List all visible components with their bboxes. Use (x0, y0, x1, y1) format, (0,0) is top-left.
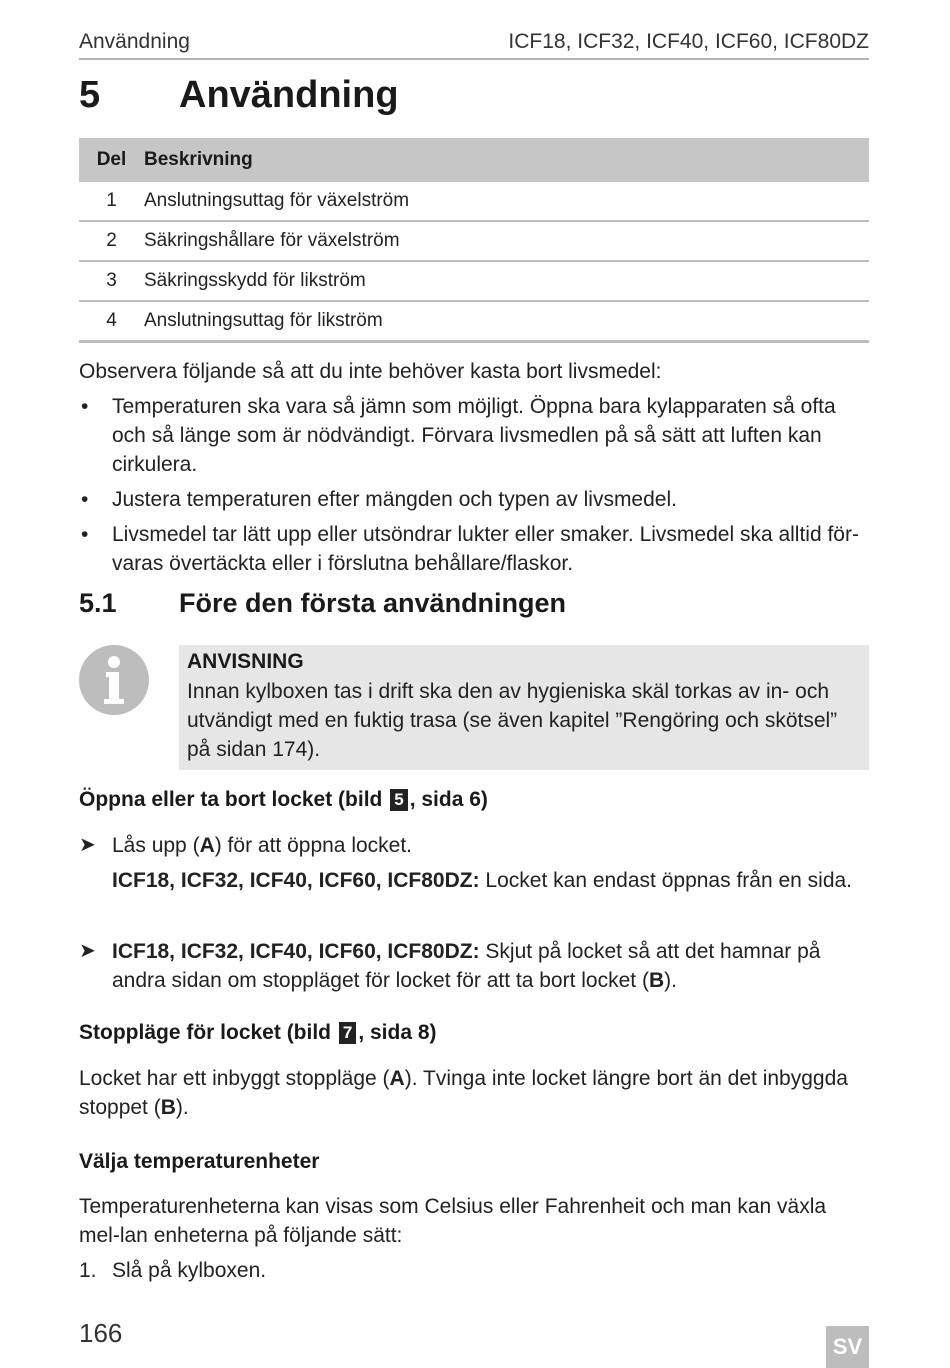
text: Locket har ett inbyggt stoppläge ( (79, 1067, 390, 1090)
heading-text: Öppna eller ta bort locket (bild (79, 788, 389, 811)
text: ) för att öppna locket. (214, 834, 413, 857)
cell-del: 4 (79, 301, 144, 342)
table-header-row (79, 138, 869, 182)
section-number: 5.1 (79, 588, 117, 618)
list-item (79, 485, 869, 514)
key-label: B (160, 1096, 176, 1119)
cell-desc: Säkringshållare för växelström (144, 221, 869, 261)
text: Locket kan endast öppnas från en sida. (479, 869, 853, 892)
bullet-mark: • (81, 395, 89, 418)
table-row (79, 221, 869, 261)
intro-paragraph: Observera följande så att du inte behöver kasta bort livsmedel: (79, 360, 662, 383)
chapter-title: Användning (179, 74, 399, 116)
page-number: 166 (79, 1318, 123, 1348)
list-item-text: Temperaturen ska vara så jämn som möjligt. Öppna bara kylapparaten så ofta och så länge som är nödvändigt. Förvara livsmedlen på så sätt att luften kan cirkulera. (112, 395, 836, 476)
arrow-icon: ➤ (79, 940, 96, 962)
bullet-mark: • (81, 523, 89, 546)
text: ). (175, 1096, 189, 1119)
heading-text: , sida 6) (409, 788, 488, 811)
cell-del: 2 (79, 221, 144, 261)
cell-desc: Anslutningsuttag för likström (144, 301, 869, 342)
figure-ref-5: 5 (390, 789, 407, 811)
figure-ref-7: 7 (339, 1022, 356, 1044)
model-list: ICF18, ICF32, ICF40, ICF60, ICF80DZ: (112, 940, 480, 963)
step-text: Slå på kylboxen. (112, 1259, 267, 1282)
heading-text: Stoppläge för locket (bild (79, 1021, 337, 1044)
arrow-icon: ➤ (79, 834, 96, 856)
temp-paragraph: Temperaturenheterna kan visas som Celsius eller Fahrenheit och man kan växla mel-lan enheterna på följande sätt: (79, 1195, 827, 1247)
table-row (79, 261, 869, 301)
list-item (79, 520, 869, 578)
parts-table (79, 138, 869, 343)
text: Skjut på locket så att det hamnar på andra sidan om stoppläget för locket för att ta bort locket ( (112, 940, 821, 992)
step-remove-lid (79, 937, 869, 995)
text: ). Tvinga inte locket längre bort än det inbyggda stoppet ( (79, 1067, 848, 1119)
chapter-number: 5 (79, 74, 101, 116)
heading-text: , sida 8) (358, 1021, 437, 1044)
list-item (79, 392, 869, 479)
key-label: A (389, 1067, 405, 1090)
step-note (112, 866, 869, 895)
model-list: ICF18, ICF32, ICF40, ICF60, ICF80DZ: (112, 869, 480, 892)
bullet-mark: • (81, 488, 89, 511)
stop-paragraph (79, 1064, 869, 1122)
cell-desc: Anslutningsuttag för växelström (144, 182, 869, 221)
step-unlock (79, 831, 869, 895)
notice-box (179, 645, 869, 770)
running-header (79, 30, 869, 60)
temp-heading: Välja temperaturenheter (79, 1150, 320, 1173)
numbered-step (79, 1256, 869, 1285)
table-row (79, 301, 869, 342)
list-item-text: Justera temperaturen efter mängden och typen av livsmedel. (112, 488, 677, 511)
open-lid-heading (79, 788, 488, 812)
table-row (79, 182, 869, 221)
text: ). (664, 969, 677, 992)
cell-del: 3 (79, 261, 144, 301)
key-label: B (648, 969, 665, 992)
section-title: Före den första användningen (179, 588, 567, 618)
cell-del: 1 (79, 182, 144, 221)
text: Lås upp ( (112, 834, 200, 857)
language-tab: SV (826, 1326, 869, 1368)
key-label: A (199, 834, 215, 857)
stop-heading (79, 1021, 437, 1045)
info-icon (79, 645, 149, 715)
header-models: ICF18, ICF32, ICF40, ICF60, ICF80DZ (508, 30, 869, 53)
list-item-text: Livsmedel tar lätt upp eller utsöndrar lukter eller smaker. Livsmedel ska alltid för-varas övertäckta eller i förslutna behållare/flaskor. (112, 523, 859, 575)
notice-title: ANVISNING (187, 650, 304, 673)
bullet-list (79, 392, 869, 584)
notice-body: Innan kylboxen tas i drift ska den av hygieniska skäl torkas av in- och utvändigt med en fuktig trasa (se även kapitel ”Rengöring och skötsel” på sidan 174). (187, 680, 838, 761)
col-beskrivning: Beskrivning (144, 138, 869, 182)
step-text (112, 937, 869, 995)
header-section: Användning (79, 30, 190, 53)
col-del: Del (79, 138, 144, 182)
cell-desc: Säkringsskydd för likström (144, 261, 869, 301)
step-text (112, 831, 869, 860)
step-number: 1. (79, 1259, 97, 1282)
